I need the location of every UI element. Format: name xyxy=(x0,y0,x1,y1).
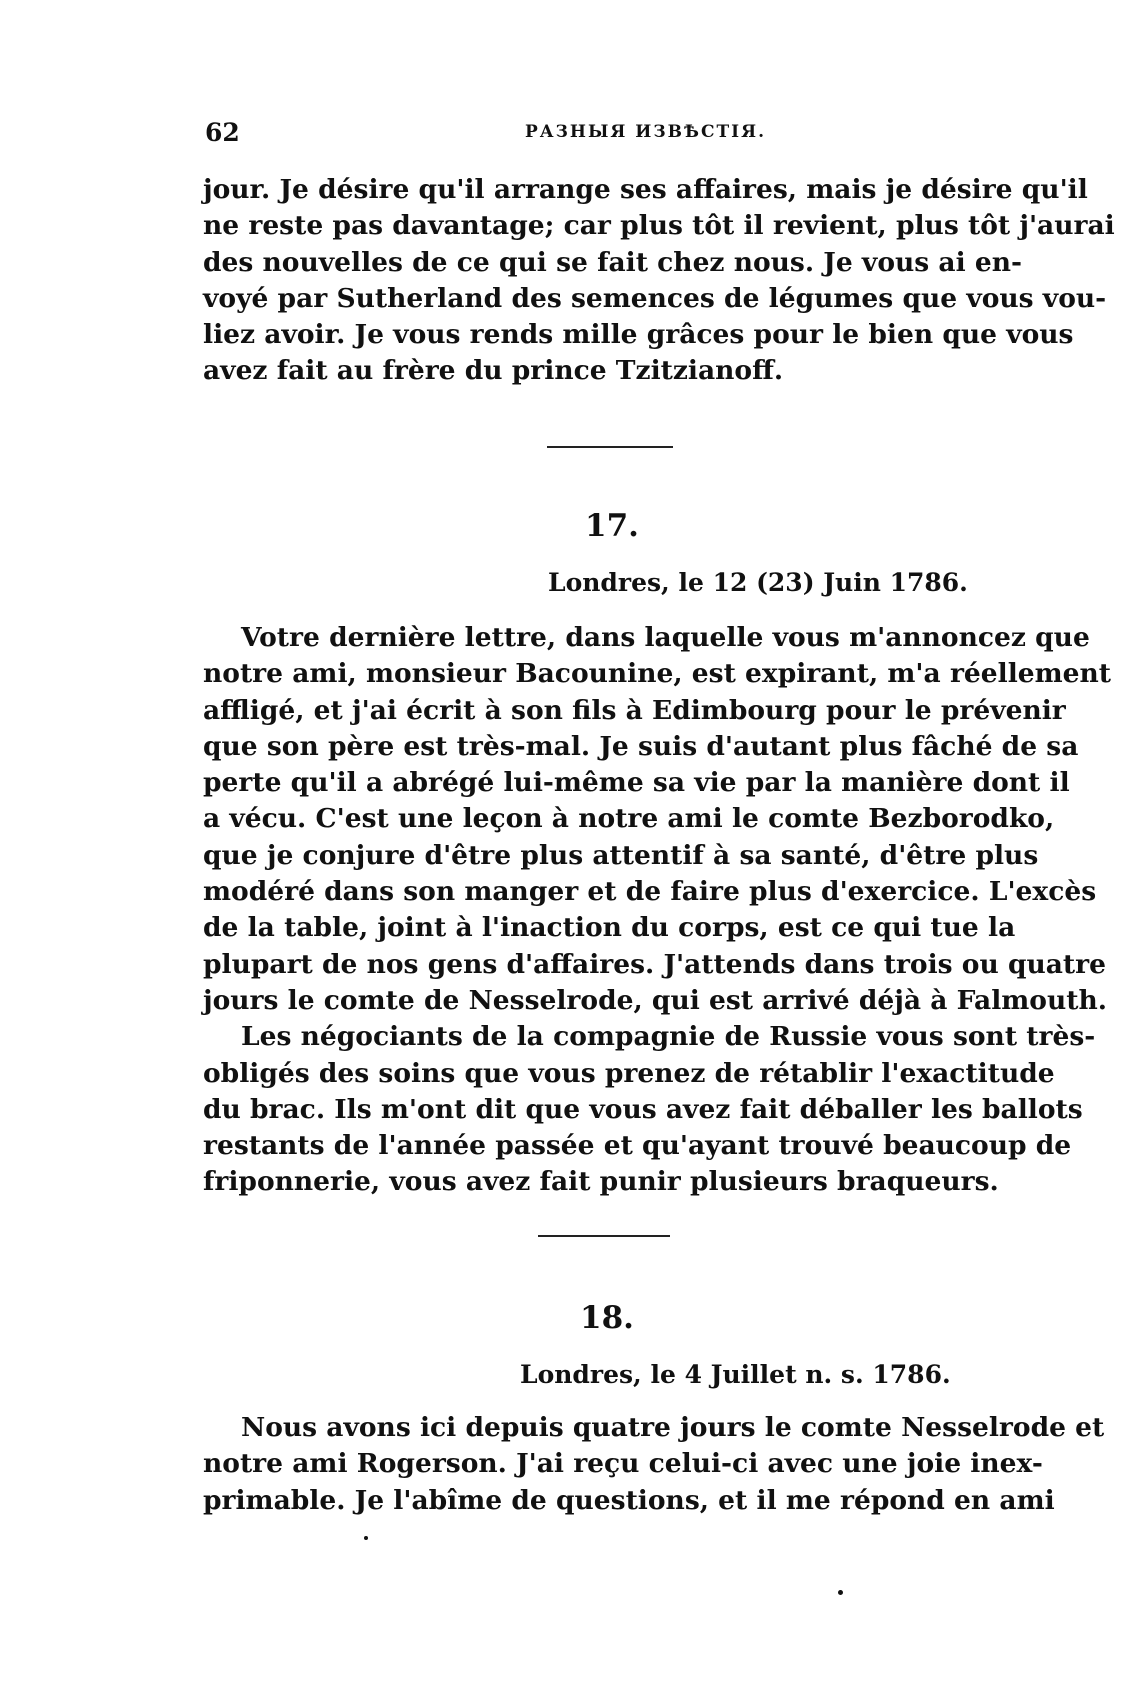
page-number: 62 xyxy=(205,118,240,147)
text-line: que je conjure d'être plus attentif à sa santé, d'être plus xyxy=(203,839,1039,871)
text-line: obligés des soins que vous prenez de rétablir l'exactitude xyxy=(203,1057,1055,1089)
text-line: plupart de nos gens d'affaires. J'attends dans trois ou quatre xyxy=(203,948,1106,980)
text-line: primable. Je l'abîme de questions, et il me répond en ami xyxy=(203,1484,1055,1516)
text-line: perte qu'il a abrégé lui-même sa vie par la manière dont il xyxy=(203,767,1070,799)
text-line: avez fait au frère du prince Tzitzianoff. xyxy=(203,355,784,387)
text-line: des nouvelles de ce qui se fait chez nous. Je vous ai en- xyxy=(203,246,1022,278)
text-line: du brac. Ils m'ont dit que vous avez fait déballer les ballots xyxy=(203,1093,1083,1125)
text-line: de la table, joint à l'inaction du corps, est ce qui tue la xyxy=(203,912,1016,944)
text-line: voyé par Sutherland des semences de légumes que vous vou- xyxy=(203,282,1107,314)
text-line: friponnerie, vous avez fait punir plusieurs braqueurs. xyxy=(203,1166,999,1198)
running-head: РАЗНЫЯ ИЗВѢСТІЯ. xyxy=(525,122,766,142)
letter-dateline: Londres, le 4 Juillet n. s. 1786. xyxy=(520,1360,951,1389)
text-line: restants de l'année passée et qu'ayant trouvé beaucoup de xyxy=(203,1130,1072,1162)
text-line: jour. Je désire qu'il arrange ses affaires, mais je désire qu'il xyxy=(203,174,1088,205)
page-header xyxy=(205,118,1015,148)
text-line: notre ami, monsieur Bacounine, est expirant, m'a réellement xyxy=(203,658,1112,690)
text-line: modéré dans son manger et de faire plus d'exercice. L'excès xyxy=(203,876,1097,908)
fragment-paragraph xyxy=(203,172,1115,390)
letter-18-body xyxy=(203,1410,1105,1519)
text-line: liez avoir. Je vous rends mille grâces pour le bien que vous xyxy=(203,319,1074,351)
text-line: affligé, et j'ai écrit à son fils à Edimbourg pour le prévenir xyxy=(203,694,1066,726)
text-line: Nous avons ici depuis quatre jours le comte Nesselrode et xyxy=(241,1412,1105,1443)
text-line: Les négociants de la compagnie de Russie vous sont très- xyxy=(241,1021,1096,1053)
text-line: notre ami Rogerson. J'ai reçu celui-ci avec une joie inex- xyxy=(203,1448,1043,1480)
text-line: jours le comte de Nesselrode, qui est arrivé déjà à Falmouth. xyxy=(203,984,1107,1016)
section-divider xyxy=(547,446,673,448)
letter-dateline: Londres, le 12 (23) Juin 1786. xyxy=(548,568,968,597)
section-divider xyxy=(538,1235,670,1237)
letter-number: 17. xyxy=(585,508,639,544)
scan-speck xyxy=(838,1590,843,1595)
text-line: a vécu. C'est une leçon à notre ami le comte Bezborodko, xyxy=(203,803,1055,835)
text-line: que son père est très-mal. Je suis d'autant plus fâché de sa xyxy=(203,730,1079,762)
letter-number: 18. xyxy=(580,1300,634,1336)
text-line: ne reste pas davantage; car plus tôt il revient, plus tôt j'aurai xyxy=(203,210,1115,242)
scan-speck xyxy=(364,1536,368,1540)
letter-17-body xyxy=(203,620,1112,1201)
text-line: Votre dernière lettre, dans laquelle vous m'annoncez que xyxy=(241,622,1090,653)
